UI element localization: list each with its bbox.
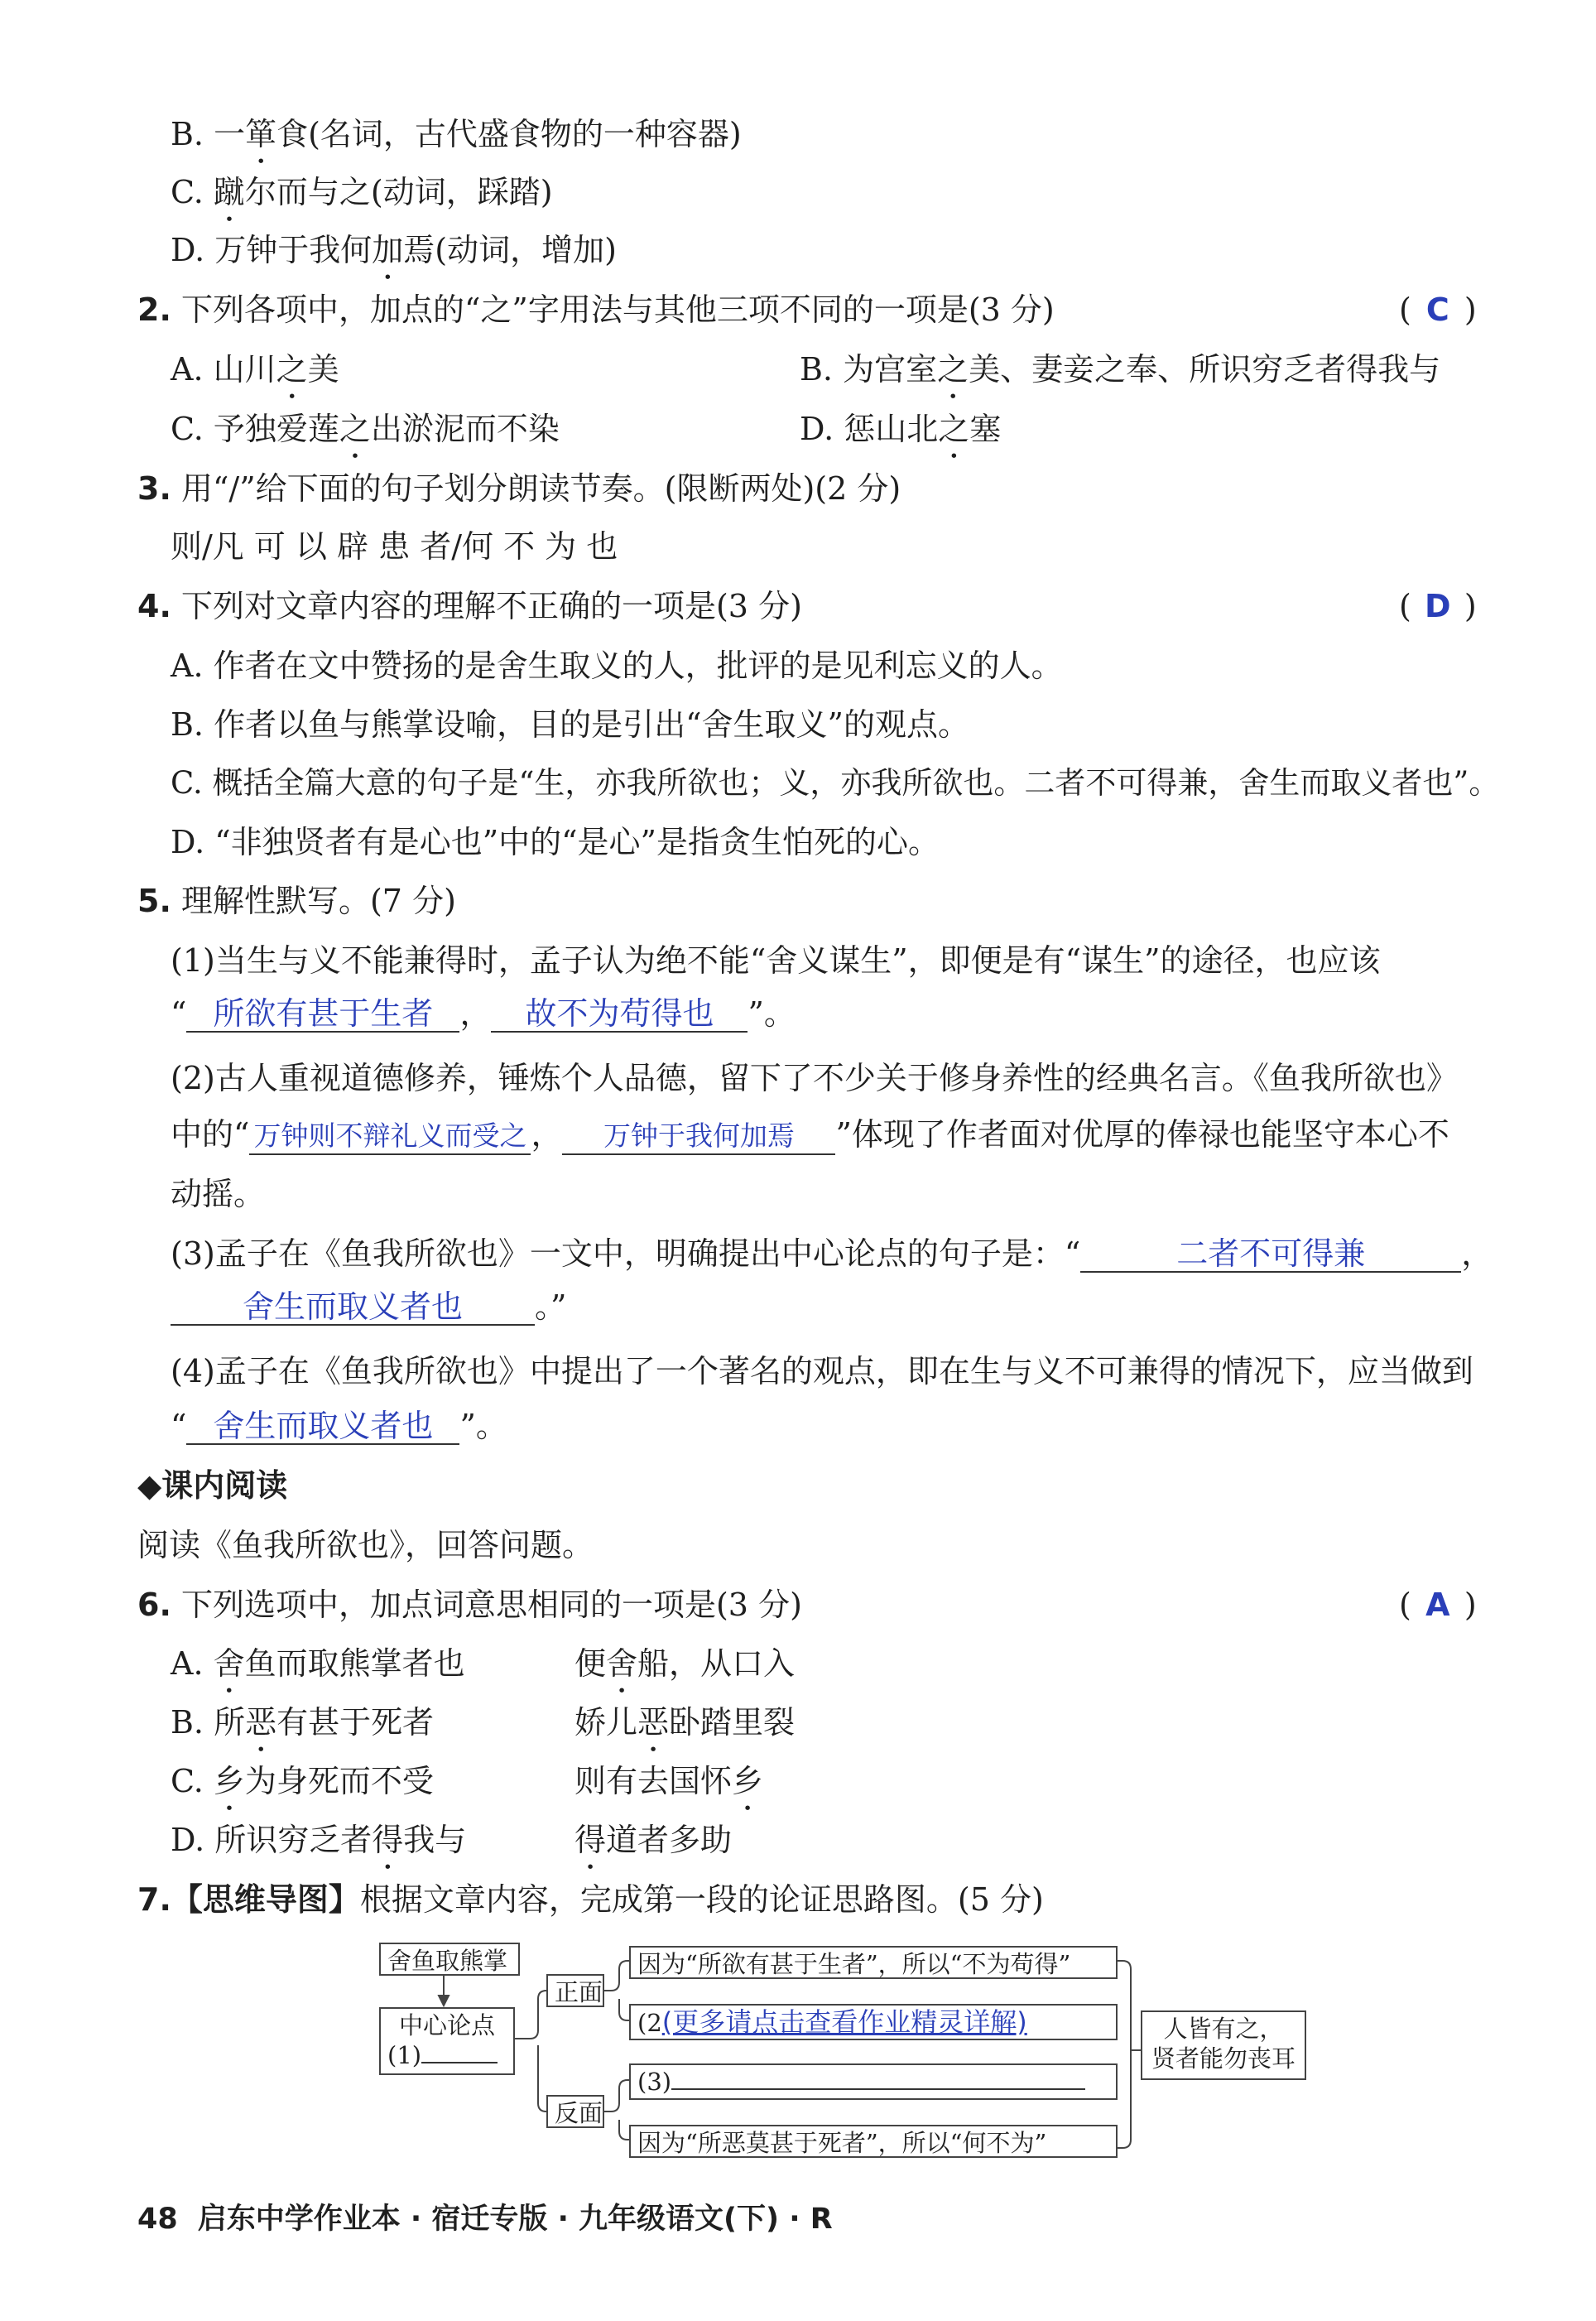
answer-blank[interactable]: 万钟于我何加焉 — [562, 1119, 835, 1155]
text-part: 食(名词，古代盛食物的一种容器) — [276, 116, 742, 152]
text-part: A. — [171, 1645, 214, 1682]
question-number: 6. — [137, 1587, 171, 1623]
text-part: 美 — [307, 351, 339, 388]
quote-mark: “ — [171, 995, 187, 1032]
dotted-char: 乡 — [732, 1763, 764, 1799]
text-part: 娇儿 — [574, 1704, 638, 1741]
text-part: 船，从口入 — [637, 1645, 796, 1682]
answer-value: A — [1425, 1587, 1450, 1623]
text-part: 为身死而不受 — [244, 1763, 434, 1799]
conclusion-line: 人皆有之， — [1163, 2015, 1284, 2043]
text-part: (3)孟子在《鱼我所欲也》一文中，明确提出中心论点的句子是：“ — [171, 1235, 1081, 1272]
text-part: D. 万钟于我何 — [171, 232, 373, 268]
dotted-char: 得 — [574, 1822, 607, 1858]
mm-center-blank-row — [387, 2040, 507, 2070]
dotted-char: 舍 — [213, 1645, 245, 1682]
quote-mark: 。” — [535, 1288, 567, 1325]
footer-title: 启东中学作业本 · 宿迁专版 · 九年级语文(下) · R — [197, 2203, 833, 2236]
dotted-char: 之 — [276, 351, 308, 388]
paren: ( — [1399, 291, 1411, 328]
text-part: D. 所识穷乏者 — [171, 1822, 373, 1858]
conclusion-line: 贤者能勿丧耳 — [1151, 2044, 1296, 2073]
answer-blank[interactable]: 舍生而取义者也 — [171, 1289, 535, 1326]
mm-branch-positive: 正面 — [546, 1974, 604, 2007]
page-number: 48 — [137, 2203, 178, 2236]
text-part: 卧踏里裂 — [669, 1704, 796, 1741]
text-part: C. — [171, 1763, 214, 1799]
question-tag: 【思维导图】 — [171, 1881, 360, 1918]
text-part: 美、妻妾之奉、所识穷乏者得我与 — [969, 351, 1441, 388]
text-part: C. — [171, 174, 214, 210]
text-part: C. 予独爱莲 — [171, 411, 339, 447]
paren: ) — [1464, 588, 1477, 624]
paren: ( — [1399, 1587, 1411, 1623]
punct: ， — [531, 1116, 563, 1153]
section-title: ◆课内阅读 — [137, 1467, 288, 1504]
text-part: 鱼而取熊掌者也 — [244, 1645, 465, 1682]
dotted-char: 蹴 — [213, 174, 245, 210]
q5-part4-line1: (4)孟子在《鱼我所欲也》中提出了一个著名的观点，即在生与义不可兼得的情况下，应当做到 — [171, 1353, 1473, 1389]
text-part: 有甚于死者 — [276, 1704, 435, 1741]
text-part: B. 所 — [171, 1704, 246, 1741]
text-part: B. 为宫室 — [800, 351, 938, 388]
answer-value: D — [1425, 588, 1451, 624]
answer-blank[interactable]: 二者不可得兼 — [1080, 1236, 1461, 1273]
punct: ， — [1461, 1235, 1493, 1272]
paren: ) — [1464, 1587, 1477, 1623]
dotted-char: 加 — [372, 232, 404, 268]
q4-option-d: D. “非独贤者有是心也”中的“是心”是指贪生怕死的心。 — [171, 824, 940, 860]
q5-part1-line1: (1)当生与义不能兼得时，孟子认为绝不能“舍义谋生”，即便是有“谋生”的途径，也应该 — [171, 942, 1381, 979]
question-number: 3. — [137, 470, 171, 507]
question-text: 理解性默写。(7 分) — [180, 883, 456, 919]
paren: ) — [1464, 291, 1477, 328]
question-number: 2. — [137, 291, 171, 328]
text-part: A. 山川 — [171, 351, 276, 388]
question-text: 根据文章内容，完成第一段的论证思路图。(5 分) — [359, 1881, 1044, 1918]
answer-blank[interactable]: 故不为苟得也 — [491, 996, 748, 1033]
dotted-char: 之 — [339, 411, 371, 447]
dotted-char: 恶 — [245, 1704, 277, 1741]
q4-option-b: B. 作者以鱼与熊掌设喻，目的是引出“舍生取义”的观点。 — [171, 706, 969, 743]
text-part: ”体现了作者面对优厚的俸禄也能坚守本心不 — [835, 1116, 1449, 1153]
text-part: B. 一 — [171, 116, 246, 152]
mm-positive-row1: 因为“所欲有甚于生者”，所以“不为苟得” — [629, 1946, 1118, 1979]
q5-part2-line3: 动摇。 — [171, 1176, 266, 1212]
paren: ( — [1399, 588, 1411, 624]
q5-part2-line1: (2)古人重视道德修养，锤炼个人品德，留下了不少关于修身养性的经典名言。《鱼我所欲也》 — [171, 1060, 1458, 1096]
answer-value: C — [1425, 291, 1449, 328]
answer-blank[interactable]: 舍生而取义者也 — [186, 1408, 459, 1445]
dotted-char: 之 — [937, 351, 969, 388]
answer-blank[interactable] — [421, 2062, 498, 2063]
blank-number: (2 — [637, 2009, 662, 2037]
text-part: 出淤泥而不染 — [370, 411, 560, 447]
q3-sentence: 则/凡 可 以 辟 患 者/何 不 为 也 — [171, 528, 618, 565]
text-part: 则有去国怀 — [574, 1763, 733, 1799]
mm-top-left-box: 舍鱼取熊掌 — [379, 1943, 520, 1976]
mm-conclusion-box — [1141, 2010, 1306, 2080]
question-number: 7. — [137, 1881, 171, 1918]
quote-mark: “ — [171, 1408, 187, 1444]
mm-negative-row1 — [629, 2063, 1118, 2100]
text-part: D. 惩山北 — [800, 411, 939, 447]
dotted-char: 箪 — [245, 116, 277, 152]
text-part: 便 — [574, 1645, 607, 1682]
blank-number: (1) — [387, 2041, 422, 2069]
section-instruction: 阅读《鱼我所欲也》，回答问题。 — [137, 1527, 594, 1563]
mm-positive-row2 — [629, 2004, 1118, 2040]
mm-center-box — [379, 2007, 515, 2075]
question-text: 下列对文章内容的理解不正确的一项是(3 分) — [180, 588, 802, 624]
quote-mark: ”。 — [459, 1408, 507, 1444]
question-text: 下列各项中，加点的“之”字用法与其他三项不同的一项是(3 分) — [180, 291, 1055, 328]
details-link[interactable]: (更多请点击查看作业精灵详解) — [661, 2006, 1027, 2038]
answer-blank[interactable]: 所欲有甚于生者 — [186, 996, 459, 1033]
text-part: 中的“ — [171, 1116, 250, 1153]
dotted-char: 舍 — [606, 1645, 638, 1682]
text-part: 塞 — [969, 411, 1002, 447]
dotted-char: 乡 — [213, 1763, 245, 1799]
quote-mark: ”。 — [748, 995, 796, 1032]
text-part: 焉(动词，增加) — [403, 232, 617, 268]
answer-blank[interactable]: 万钟则不辩礼义而受之 — [249, 1119, 531, 1155]
question-text: 下列选项中，加点词意思相同的一项是(3 分) — [180, 1587, 802, 1623]
answer-blank[interactable] — [671, 2088, 1085, 2090]
text-part: 道者多助 — [606, 1822, 733, 1858]
text-part: 我与 — [403, 1822, 467, 1858]
question-number: 4. — [137, 588, 171, 624]
q4-option-a: A. 作者在文中赞扬的是舍生取义的人，批评的是见利忘义的人。 — [171, 648, 1063, 684]
dotted-char: 之 — [938, 411, 970, 447]
mm-negative-row2: 因为“所恶莫甚于死者”，所以“何不为” — [629, 2125, 1118, 2158]
text-part: 尔而与之(动词，踩踏) — [244, 174, 553, 210]
dotted-char: 得 — [372, 1822, 404, 1858]
question-number: 5. — [137, 883, 171, 919]
mm-branch-negative: 反面 — [546, 2095, 604, 2128]
mm-center-title: 中心论点 — [398, 2011, 495, 2039]
q4-option-c: C. 概括全篇大意的句子是“生，亦我所欲也；义，亦我所欲也。二者不可得兼，舍生而取义者也”。 — [171, 765, 1500, 801]
page-footer — [137, 2196, 833, 2237]
question-text: 用“/”给下面的句子划分朗读节奏。(限断两处)(2 分) — [180, 470, 901, 507]
dotted-char: 恶 — [637, 1704, 670, 1741]
blank-number: (3) — [637, 2068, 672, 2096]
punct: ， — [459, 995, 492, 1032]
